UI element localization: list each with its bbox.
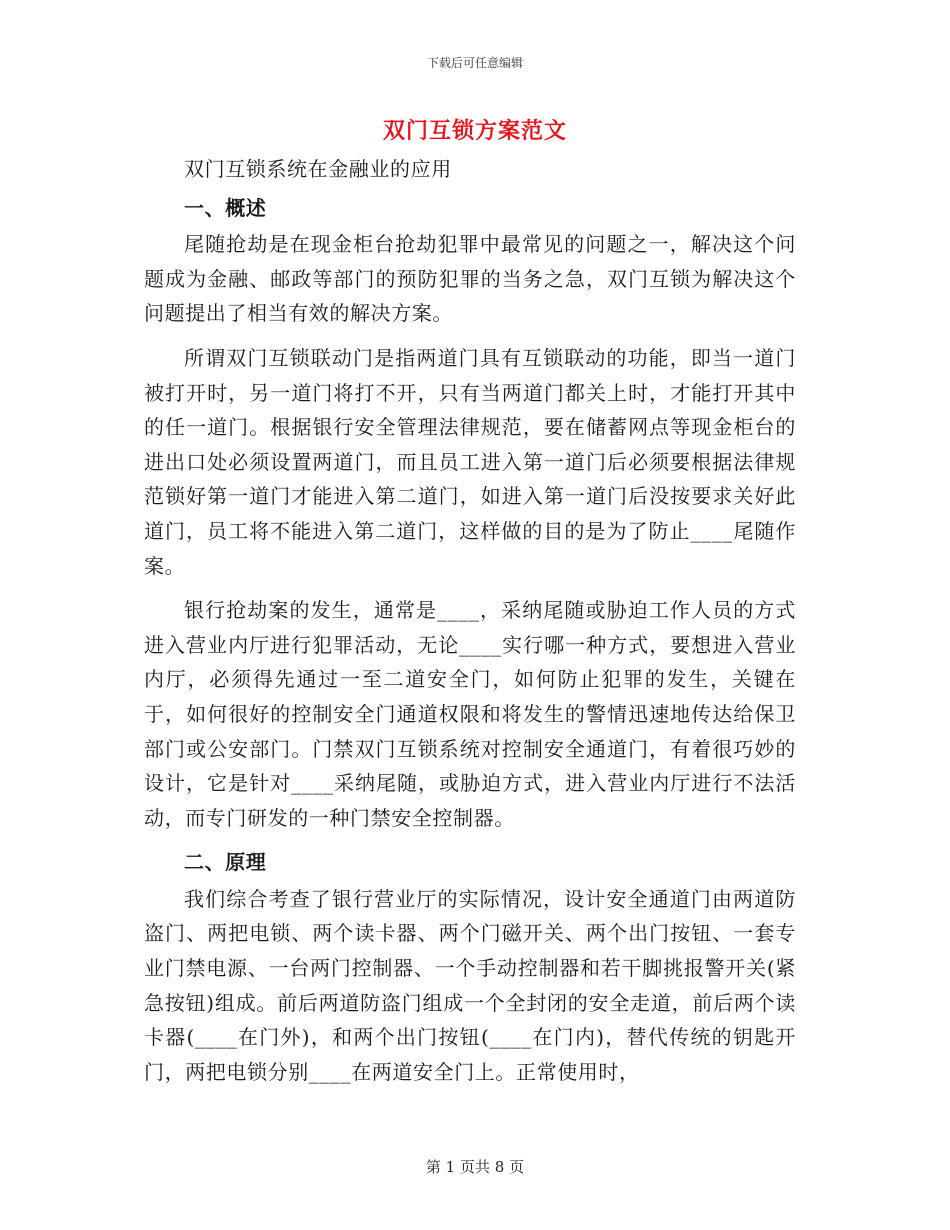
section-heading-principle: 二、原理	[184, 850, 267, 875]
paragraph: 银行抢劫案的发生，通常是____，采纳尾随或胁迫工作人员的方式进入营业内厅进行犯罪活动，无论____实行哪一种方式，要想进入营业内厅，必须得先通过一至二道安全门，如何防止犯罪的发生，关键在于，如何很好的控制安全门通道权限和将发生的警情迅速地传达给保卫部门或公安部门。门禁双门互锁系统对控制安全通道门，有着很巧妙的设计，它是针对____采纳尾随，或胁迫方式，进入营业内厅进行不法活动，而专门研发的一种门禁安全控制器。	[144, 598, 796, 830]
paragraph: 尾随抢劫是在现金柜台抢劫犯罪中最常见的问题之一，解决这个问题成为金融、邮政等部门的预防犯罪的当务之急，双门互锁为解决这个问题提出了相当有效的解决方案。	[144, 232, 796, 326]
page-number-footer: 第 1 页共 8 页	[425, 1158, 525, 1176]
paragraph: 所谓双门互锁联动门是指两道门具有互锁联动的功能，即当一道门被打开时，另一道门将打不开，只有当两道门都关上时，才能打开其中的任一道门。根据银行安全管理法律规范，要在储蓄网点等现金柜台的进出口处必须设置两道门，而且员工进入第一道门后必须要根据法律规范锁好第一道门才能进入第二道门，如进入第一道门后没按要求关好此道门，员工将不能进入第二道门，这样做的目的是为了防止____尾随作案。	[144, 345, 796, 578]
paragraph: 我们综合考查了银行营业厅的实际情况，设计安全通道门由两道防盗门、两把电锁、两个读卡器、两个门磁开关、两个出门按钮、一套专业门禁电源、一台两门控制器、一个手动控制器和若干脚挑报警开关(紧急按钮)组成。前后两道防盗门组成一个全封闭的安全走道，前后两个读卡器(____在门外)，和两个出门按钮(____在门内)，替代传统的钥匙开门，两把电锁分别____在两道安全门上。正常使用时，	[144, 886, 796, 1084]
document-subtitle: 双门互锁系统在金融业的应用	[184, 157, 452, 181]
document-body	[144, 152, 796, 1099]
header-note: 下载后可任意编辑	[426, 56, 523, 70]
section-heading-overview: 一、概述	[184, 195, 267, 220]
document-title: 双门互锁方案范文	[382, 118, 567, 144]
